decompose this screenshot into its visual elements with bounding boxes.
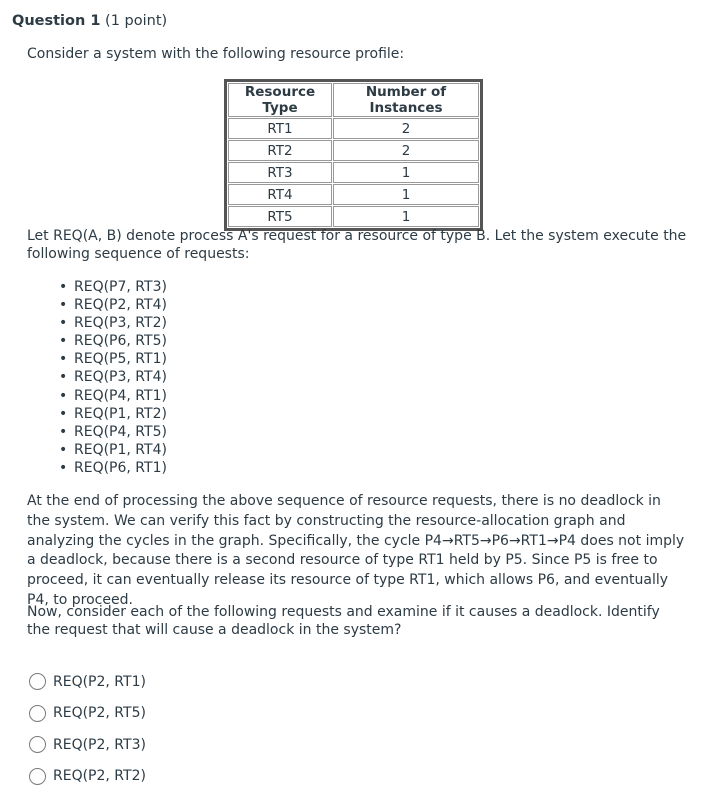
list-item	[53, 423, 167, 441]
instance-count-cell: 1	[333, 206, 479, 227]
req-definition-text: Let REQ(A, B) denote process A's request for a resource of type B. Let the system execute the following sequence of requests:	[27, 228, 687, 262]
resource-type-cell: RT2	[228, 140, 332, 161]
resource-type-cell: RT1	[228, 118, 332, 139]
bullet-icon: •	[59, 333, 68, 350]
bullet-icon: •	[59, 405, 68, 422]
bullet-icon: •	[59, 441, 68, 458]
request-text: REQ(P3, RT2)	[74, 315, 167, 332]
request-text: REQ(P6, RT1)	[74, 459, 167, 476]
request-text: REQ(P1, RT4)	[74, 441, 167, 458]
list-item	[53, 459, 167, 477]
instance-count-cell: 2	[333, 140, 479, 161]
radio-button[interactable]	[29, 673, 46, 690]
list-item	[53, 296, 167, 314]
answer-option-3[interactable]	[29, 729, 146, 761]
intro-text: Consider a system with the following resource profile:	[27, 46, 405, 62]
bullet-icon: •	[59, 297, 68, 314]
list-item	[53, 350, 167, 368]
request-sequence-list	[53, 278, 167, 477]
bullet-icon: •	[59, 279, 68, 295]
answer-option-4[interactable]	[29, 761, 146, 793]
resource-type-cell: RT4	[228, 184, 332, 205]
answer-options	[29, 666, 146, 792]
radio-button[interactable]	[29, 736, 46, 753]
bullet-icon: •	[59, 387, 68, 404]
resource-type-cell: RT5	[228, 206, 332, 227]
request-text: REQ(P7, RT3)	[74, 279, 167, 295]
request-text: REQ(P4, RT5)	[74, 423, 167, 440]
radio-button[interactable]	[29, 705, 46, 722]
request-text: REQ(P3, RT4)	[74, 369, 167, 386]
resource-type-cell: RT3	[228, 162, 332, 183]
answer-option-1[interactable]	[29, 666, 146, 698]
list-item	[53, 314, 167, 332]
option-label: REQ(P2, RT5)	[53, 705, 146, 722]
bullet-icon: •	[59, 351, 68, 368]
resource-table	[224, 79, 483, 231]
bullet-icon: •	[59, 315, 68, 332]
list-item	[53, 332, 167, 350]
list-item	[53, 368, 167, 386]
request-text: REQ(P4, RT1)	[74, 387, 167, 404]
instance-count-cell: 1	[333, 184, 479, 205]
bullet-icon: •	[59, 423, 68, 440]
instance-count-cell: 2	[333, 118, 479, 139]
table-row	[228, 140, 479, 161]
list-item	[53, 278, 167, 296]
question-points: (1 point)	[105, 13, 168, 29]
prompt-text: Now, consider each of the following requests and examine if it causes a deadlock. Identify the request that will cause a deadlock in the system?	[27, 604, 660, 638]
header-resource-type: Resource Type	[228, 83, 332, 117]
question-header	[12, 13, 167, 29]
bullet-icon: •	[59, 369, 68, 386]
radio-button[interactable]	[29, 768, 46, 785]
table-row	[228, 162, 479, 183]
question-title: Question 1	[12, 13, 101, 29]
request-text: REQ(P2, RT4)	[74, 297, 167, 314]
request-text: REQ(P1, RT2)	[74, 405, 167, 422]
option-label: REQ(P2, RT3)	[53, 736, 146, 753]
header-number-of-instances: Number of Instances	[333, 83, 479, 117]
table-row	[228, 118, 479, 139]
list-item	[53, 405, 167, 423]
request-text: REQ(P5, RT1)	[74, 351, 167, 368]
answer-option-2[interactable]	[29, 698, 146, 730]
table-row	[228, 184, 479, 205]
table-header-row	[228, 83, 479, 117]
instance-count-cell: 1	[333, 162, 479, 183]
request-text: REQ(P6, RT5)	[74, 333, 167, 350]
bullet-icon: •	[59, 459, 68, 476]
explanation-text: At the end of processing the above sequence of resource requests, there is no deadlock in the system. We can verify this fact by constructing the resource-allocation graph and analyzing the cycles in the graph. Specifically, the cycle P4→RT5→P6→RT1→P4 does not imply a deadlock, because there is a second resource of type RT1 held by P5. Since P5 is free to proceed, it can eventually release its resource of type RT1, which allows P6, and eventually P4, to proceed.	[27, 493, 685, 608]
option-label: REQ(P2, RT2)	[53, 768, 146, 785]
table-row	[228, 206, 479, 227]
option-label: REQ(P2, RT1)	[53, 673, 146, 690]
list-item	[53, 441, 167, 459]
list-item	[53, 387, 167, 405]
